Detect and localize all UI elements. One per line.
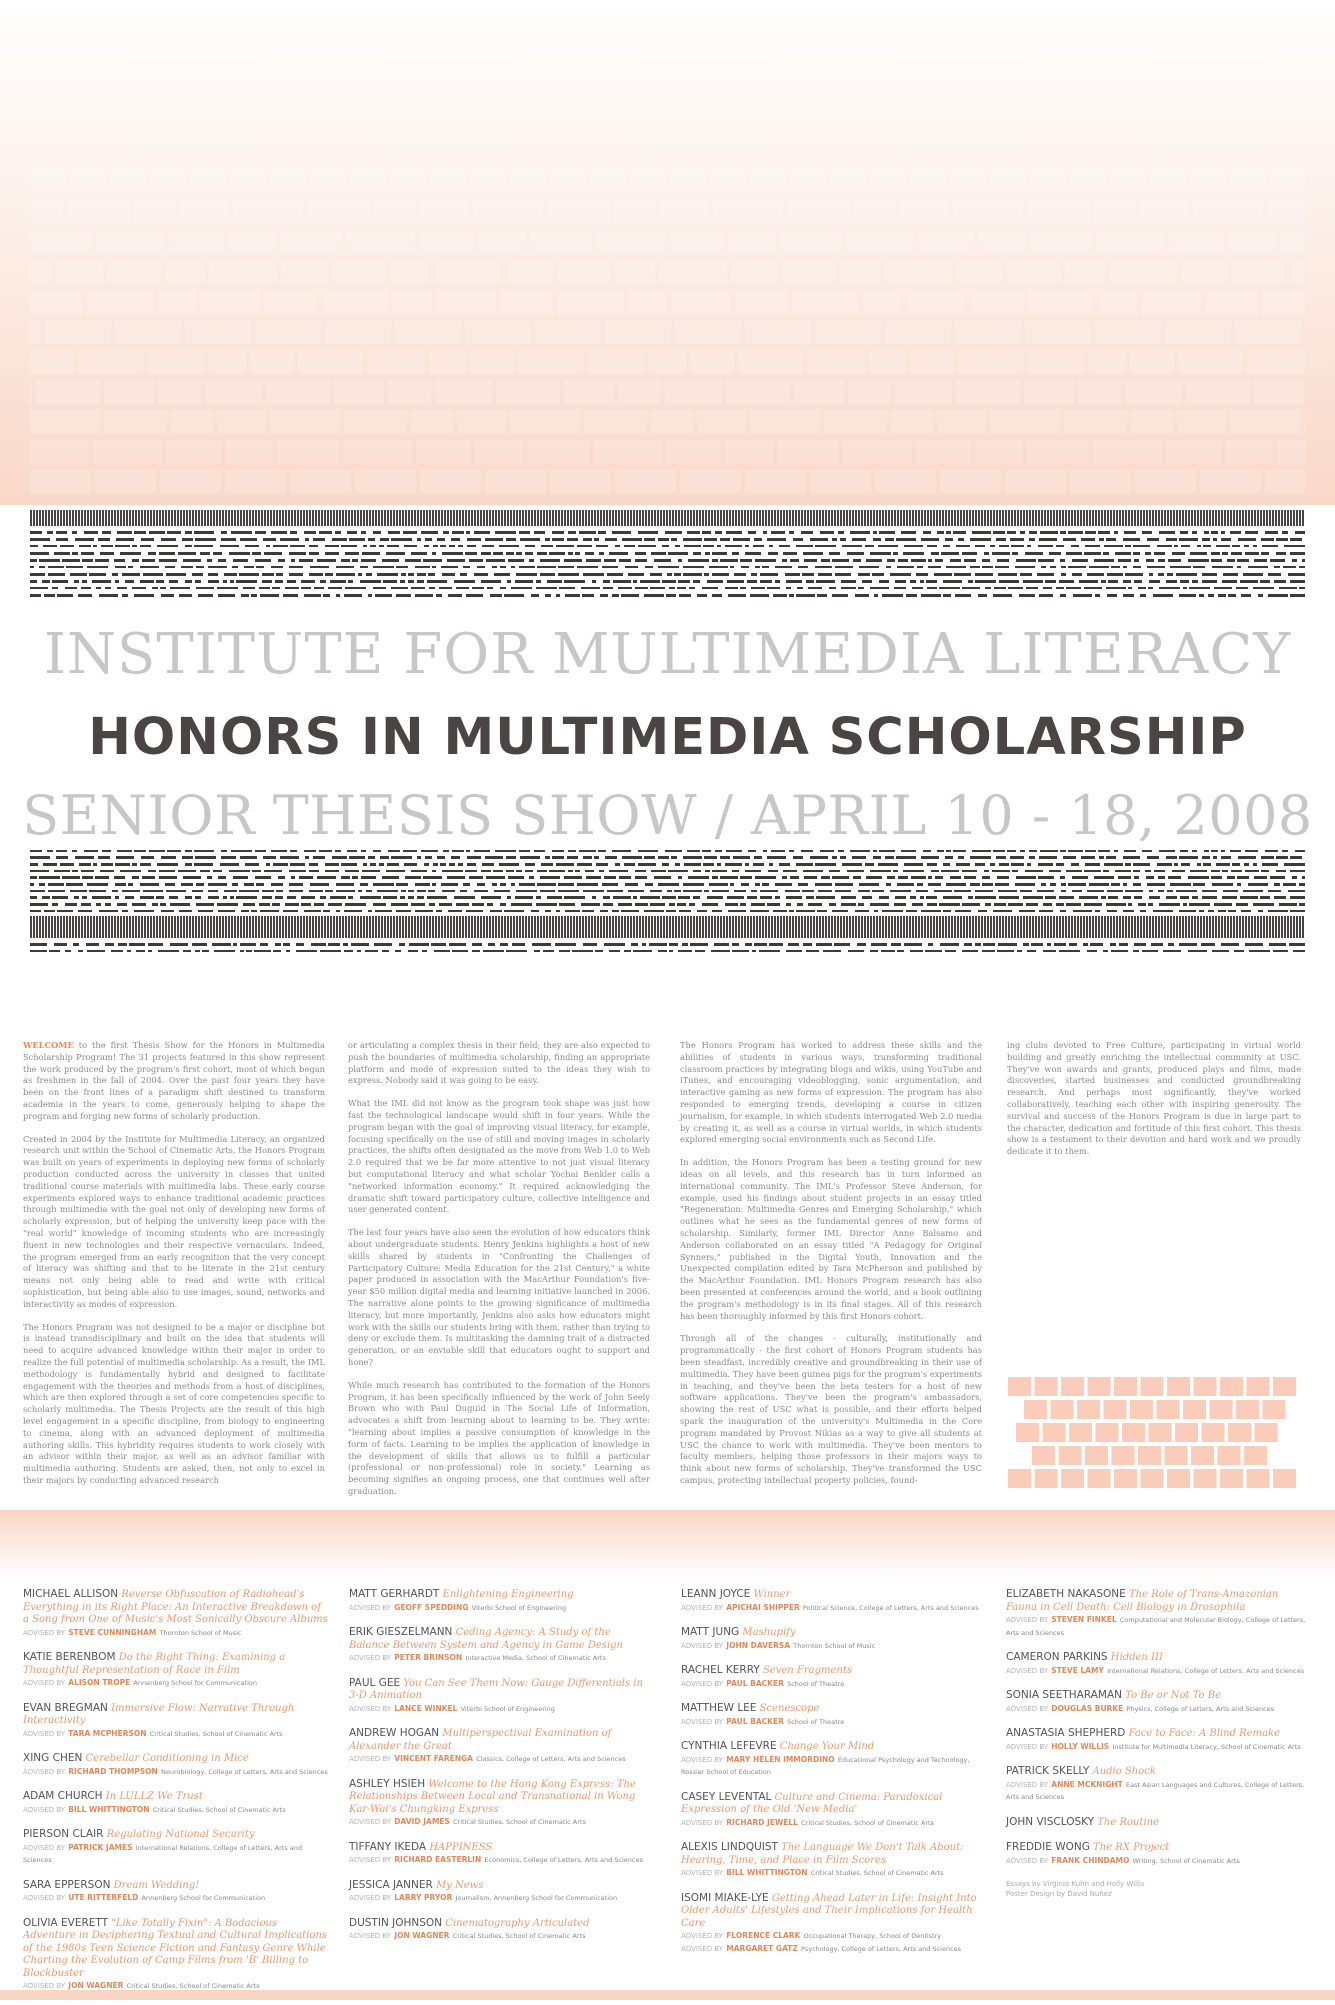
- thesis-title: Dream Wedding!: [113, 1879, 200, 1891]
- student-entry: [349, 1841, 649, 1867]
- thesis-title: Getting Ahead Later in Life: Insight Into Older Adults' Lifestyles and Their Implications for Health Care: [681, 1892, 977, 1929]
- advisor-name: GEOFF SPEDDING: [394, 1602, 469, 1612]
- advised-by-label: ADVISED BY: [23, 1805, 66, 1814]
- advisor-department: Interactive Media, School of Cinematic Arts: [465, 1654, 606, 1662]
- thesis-title: The Role of Trans-Amazonian Fauna in Cell Death: Cell Biology in Drosophila: [1006, 1589, 1279, 1613]
- essay-column-2: [348, 1040, 650, 1509]
- advised-by-label: ADVISED BY: [349, 1755, 392, 1763]
- thesis-title: To Be or Not To Be: [1125, 1690, 1222, 1701]
- student-entry: [23, 1917, 328, 1993]
- advisor-department: Critical Studies, School of Cinematic Arts: [810, 1869, 944, 1877]
- student-entry: [681, 1702, 981, 1728]
- advised-by-label: ADVISED BY: [349, 1818, 392, 1826]
- essay-paragraph: [23, 1040, 325, 1123]
- student-entry: [349, 1727, 649, 1766]
- student-entry: [1006, 1588, 1306, 1639]
- advisor-name: PETER BRINSON: [394, 1653, 463, 1662]
- essay-paragraph: Through all of the changes - culturally, institutionally and programmatically - the first cohort of Honors Program students has been steadfast, incredibly creative and groundbreaking in their use of multimedia. They have been guinea pigs for the program's experiments in teaching, and they've been the beta testers for a host of new software applications. They've been the program's ambassadors, showing the rest of USC what is possible, and their efforts helped spark the inauguration of the university's Multimedia in the Core program mandated by Provost Nikias as a way to give all students at USC the chance to work with multimedia. They've been mentors to faculty members, helping those professors in their majors ways to think about new forms of scholarship. They've transformed the USC campus, protecting intellectual property policies, found-: [680, 1333, 982, 1485]
- advised-by-label: ADVISED BY: [349, 1704, 392, 1713]
- student-name: MATTHEW LEE: [681, 1702, 757, 1714]
- student-entry: [681, 1664, 981, 1690]
- advisor-name: BILL WHITTINGTON: [726, 1868, 808, 1877]
- advised-by-label: ADVISED BY: [349, 1932, 392, 1940]
- advisor-line: [349, 1854, 649, 1867]
- thesis-title: Reverse Obfuscation of Radiohead's Everything in its Right Place: An Interactive Breakdown of a Song from One of Music's Most Sonically Obscure Albums: [23, 1589, 328, 1625]
- advisor-name: PAUL BACKER: [726, 1716, 784, 1726]
- advisor-department: Educational Psychology and Technology, Rossier School of Education: [681, 1755, 970, 1776]
- advisor-name: BILL WHITTINGTON: [68, 1804, 150, 1814]
- advisor-name: UTE RITTERFELD: [68, 1893, 139, 1902]
- advisor-department: Physics, College of Letters, Arts and Sciences: [1126, 1704, 1275, 1713]
- advisor-line: [23, 1804, 328, 1817]
- student-name: ANASTASIA SHEPHERD: [1006, 1727, 1126, 1739]
- decorative-band-bottom: [30, 850, 1305, 980]
- advised-by-label: ADVISED BY: [23, 1679, 66, 1687]
- advised-by-label: ADVISED BY: [1006, 1856, 1049, 1865]
- student-entry: [681, 1740, 981, 1779]
- paragraph-text: The Honors Program was not designed to be a major or discipline but is instead transdisciplinary and built on the idea that students will need to acquire advanced knowledge within their major in order to realize the full potential of multimedia scholarship. As a result, the IML methodology is fundamentally hybrid and designed to facilitate engagement with the theories and methods from a host of disciplines, which are then explored through a set of core competencies specific to scholarly multimedia. The Thesis Projects are the result of this high level engagement in a specific discipline, from biology to engineering to cinema, along with an advanced deployment of multimedia authoring skills. This hybridity requires students to work closely with an advisor within their major, as well as an advisor familiar with multimedia authoring. Students are asked, then, not only to excel in their majors by conducting advanced research: [23, 1321, 326, 1485]
- student-entry: [349, 1917, 649, 1943]
- advisor-line: [349, 1930, 649, 1943]
- student-entry: [1006, 1816, 1306, 1830]
- thesis-title: My News: [435, 1879, 484, 1891]
- advisor-department: Computational and Molecular Biology, College of Letters, Arts and Sciences: [1006, 1616, 1306, 1637]
- thesis-title: Audio Shock: [1092, 1766, 1156, 1777]
- thesis-title: Cerebellar Conditioning in Mice: [85, 1753, 249, 1764]
- thesis-title: Cinematography Articulated: [445, 1917, 590, 1929]
- student-name: KATIE BERENBOM: [23, 1651, 116, 1663]
- advised-by-label: ADVISED BY: [681, 1641, 724, 1650]
- student-name: SARA EPPERSON: [23, 1878, 111, 1891]
- student-entry: [23, 1879, 328, 1905]
- advisor-line: [23, 1892, 328, 1905]
- advised-by-label: ADVISED BY: [681, 1869, 724, 1877]
- thesis-title: Ceding Agency: A Study of the Balance Between System and Agency in Game Design: [349, 1627, 623, 1651]
- show-dates-title: SENIOR THESIS SHOW / APRIL 10 - 18, 2008: [22, 784, 1313, 847]
- advisor-name: DAVID JAMES: [394, 1817, 450, 1826]
- thesis-title: Mashupify: [742, 1627, 796, 1638]
- advised-by-label: ADVISED BY: [23, 1628, 66, 1637]
- thesis-title: You Can See Them Now: Gauge Differentials in 3-D Animation: [349, 1677, 643, 1701]
- advised-by-label: ADVISED BY: [23, 1767, 66, 1776]
- advisor-name: LANCE WINKEL: [394, 1703, 458, 1713]
- advised-by-label: ADVISED BY: [1006, 1666, 1049, 1675]
- advisor-line: [681, 1943, 981, 1956]
- essay-column-3: [680, 1040, 982, 1498]
- advised-by-label: ADVISED BY: [1006, 1616, 1049, 1624]
- advised-by-label: ADVISED BY: [1006, 1742, 1049, 1751]
- advisor-name: STEVEN FINKEL: [1051, 1615, 1117, 1624]
- thesis-title: Multiperspectival Examination of Alexander the Great: [349, 1728, 612, 1752]
- student-name: MATT JUNG: [681, 1626, 740, 1638]
- keyboard-icon: [1008, 1377, 1300, 1491]
- student-name: ADAM CHURCH: [23, 1790, 103, 1802]
- advisor-line: [1006, 1665, 1306, 1678]
- student-entry: [1006, 1689, 1306, 1715]
- thesis-title: Culture and Cinema: Paradoxical Expression of the Old 'New Media': [681, 1791, 943, 1815]
- advisor-name: JOHN DAVERSA: [726, 1640, 791, 1650]
- names-gradient: [0, 1510, 1335, 1580]
- thesis-title: Regulating National Security: [106, 1829, 255, 1840]
- student-entry: [23, 1651, 328, 1690]
- advisor-line: [349, 1602, 649, 1615]
- advised-by-label: ADVISED BY: [681, 1603, 724, 1612]
- student-name: ISOMI MIAKE-LYE: [681, 1891, 769, 1904]
- thesis-title: Hidden III: [1110, 1652, 1163, 1663]
- advisor-line: [23, 1677, 328, 1690]
- advisor-line: [23, 1728, 328, 1741]
- advisor-department: Psychology, College of Letters, Arts and Sciences: [801, 1944, 962, 1953]
- thesis-title: Winner: [753, 1589, 791, 1600]
- advisor-department: Critical Studies, School of Cinematic Arts: [801, 1818, 934, 1827]
- student-name: ANDREW HOGAN: [349, 1727, 440, 1739]
- thesis-title: Immersive Flow: Narrative Through Interactivity: [23, 1702, 295, 1726]
- student-entry: [681, 1892, 981, 1956]
- advised-by-label: ADVISED BY: [681, 1755, 724, 1764]
- advisor-line: [1006, 1614, 1306, 1639]
- advisor-name: APICHAI SHIPPER: [726, 1602, 800, 1612]
- advisor-name: RICHARD EASTERLIN: [394, 1855, 482, 1864]
- advisor-line: [23, 1627, 328, 1640]
- thesis-title: HAPPINESS: [429, 1841, 493, 1853]
- student-name: PAUL GEE: [349, 1676, 401, 1689]
- advisor-line: [349, 1652, 649, 1665]
- credit-line: Poster Design by David Nuñez: [1006, 1890, 1112, 1898]
- student-entry: [349, 1626, 649, 1665]
- advisor-name: MARGARET GATZ: [726, 1943, 798, 1953]
- thesis-title: Change Your Mind: [779, 1741, 875, 1752]
- student-name: TIFFANY IKEDA: [349, 1840, 427, 1853]
- advisor-department: Political Science, College of Letters, Arts and Sciences: [802, 1603, 979, 1612]
- advisor-department: Thornton School of Music: [793, 1641, 876, 1650]
- student-name: XING CHEN: [23, 1752, 83, 1764]
- student-name: MICHAEL ALLISON: [23, 1588, 119, 1600]
- advised-by-label: ADVISED BY: [681, 1944, 724, 1953]
- student-entry: [681, 1791, 981, 1830]
- thesis-title: Seven Fragments: [762, 1665, 852, 1676]
- student-entry: [349, 1677, 649, 1716]
- essay-paragraph: While much research has contributed to the formation of the Honors Program, it has been specifically influenced by the work of John Seely Brown who with Paul Duguid in The Social Life of Information, advocates a shift from learning about to learning to be. They write: "learning about implies a passive consumption of knowledge in the form of facts. Learning to be implies the application of knowledge in the development of skills that allows us to fulfill a particular (professional or non-professional) role in society." Learning as becoming signifies an ongoing process, one that continues well after graduation.: [348, 1379, 650, 1496]
- essay-paragraph: [23, 1322, 325, 1487]
- advisor-name: FLORENCE CLARK: [726, 1931, 801, 1940]
- student-entry: [1006, 1651, 1306, 1677]
- advised-by-label: ADVISED BY: [349, 1856, 392, 1864]
- essay-paragraph: [23, 1134, 325, 1311]
- student-name: PATRICK SKELLY: [1006, 1765, 1090, 1777]
- student-name: CAMERON PARKINS: [1006, 1651, 1108, 1663]
- advisor-department: International Relations, College of Letters, Arts and Sciences: [1107, 1666, 1305, 1675]
- student-entry: [681, 1841, 981, 1880]
- advisor-name: LARRY PRYOR: [394, 1893, 453, 1902]
- student-name: RACHEL KERRY: [681, 1664, 760, 1676]
- advisor-line: [681, 1678, 981, 1691]
- student-name: OLIVIA EVERETT: [23, 1916, 109, 1929]
- institute-title: INSTITUTE FOR MULTIMEDIA LITERACY: [43, 622, 1292, 687]
- thesis-title: Scenescope: [759, 1703, 820, 1714]
- student-name: ELIZABETH NAKASONE: [1006, 1588, 1126, 1600]
- advisor-department: Writing, School of Cinematic Arts: [1132, 1856, 1240, 1865]
- advisor-name: HOLLY WILLIS: [1051, 1741, 1110, 1751]
- student-name: JOHN VISCLOSKY: [1006, 1815, 1095, 1828]
- advised-by-label: ADVISED BY: [1006, 1780, 1049, 1789]
- advisor-line: [1006, 1741, 1306, 1754]
- advisor-department: Critical Studies, School of Cinematic Arts: [453, 1818, 586, 1826]
- advisor-line: [681, 1716, 981, 1729]
- student-entry: [23, 1752, 328, 1778]
- advisor-department: Occupational Therapy, School of Dentistry: [803, 1932, 942, 1940]
- student-name: ALEXIS LINDQUIST: [681, 1841, 778, 1853]
- student-entry: [1006, 1841, 1306, 1867]
- advisor-name: ALISON TROPE: [68, 1678, 131, 1687]
- advisor-department: School of Theatre: [787, 1679, 845, 1688]
- thesis-title: "Like Totally Fixin": A Bodacious Adventure in Deciphering Textual and Cultural Implications of the 1980s Teen Science Fiction and Fantasy Genre While Charting the Evolution of Camp Films from 'B' Billing to Blockbuster: [23, 1917, 327, 1979]
- advisor-line: [681, 1602, 981, 1615]
- credit-line: Essays by Virginia Kuhn and Holly Willis: [1006, 1880, 1145, 1888]
- advisor-line: [681, 1817, 981, 1830]
- student-entry: [23, 1702, 328, 1741]
- thesis-title: In LULLZ We Trust: [105, 1791, 203, 1802]
- thesis-title: The RX Project: [1093, 1842, 1170, 1853]
- advisor-department: Thornton School of Music: [159, 1628, 242, 1637]
- advisor-name: ANNE MCKNIGHT: [1051, 1779, 1123, 1789]
- advised-by-label: ADVISED BY: [681, 1717, 724, 1726]
- essay-paragraph: ing clubs devoted to Free Culture, participating in virtual world building and greatly enriching the intellectual community at USC. They've won awards and grants, produced plays and films, made discoveries, started businesses and conducted groundbreaking research. And perhaps most significantly, they've worked collaboratively, teaching each other with inspiring generosity. The survival and success of the Honors Program is due in large part to the character, dedication and fortitude of this first cohort. This thesis show is a testament to their devotion and hard work and we proudly dedicate it to them.: [1007, 1040, 1301, 1157]
- student-name: ASHLEY HSIEH: [349, 1777, 426, 1790]
- thesis-title: The Language We Don't Talk About: Hearing, Time, and Place in Film Scores: [681, 1842, 964, 1866]
- advisor-department: Classics, College of Letters, Arts and Sciences: [476, 1755, 626, 1763]
- names-column-3: [681, 1588, 981, 1967]
- advisor-name: RICHARD THOMPSON: [68, 1766, 158, 1776]
- advised-by-label: ADVISED BY: [681, 1818, 724, 1827]
- names-column-2: [349, 1588, 649, 1955]
- advisor-line: [1006, 1855, 1306, 1868]
- advisor-department: Neurobiology, College of Letters, Arts and Sciences: [161, 1767, 328, 1776]
- advised-by-label: ADVISED BY: [23, 1982, 66, 1990]
- program-title: HONORS IN MULTIMEDIA SCHOLARSHIP: [88, 708, 1247, 767]
- student-entry: [681, 1588, 981, 1614]
- student-name: DUSTIN JOHNSON: [349, 1916, 443, 1929]
- student-entry: [1006, 1765, 1306, 1804]
- student-name: PIERSON CLAIR: [23, 1828, 104, 1840]
- student-name: MATT GERHARDT: [349, 1588, 440, 1600]
- advisor-department: School of Theatre: [787, 1717, 845, 1726]
- student-name: EVAN BREGMAN: [23, 1701, 108, 1714]
- advisor-department: East Asian Languages and Cultures, College of Letters, Arts and Sciences: [1006, 1780, 1305, 1801]
- footer-line: [0, 1990, 1335, 2000]
- advisor-line: [681, 1930, 981, 1943]
- advisor-name: PATRICK JAMES: [68, 1842, 133, 1852]
- student-entry: [349, 1879, 649, 1905]
- advisor-line: [681, 1640, 981, 1653]
- advised-by-label: ADVISED BY: [349, 1603, 392, 1612]
- student-entry: [23, 1828, 328, 1867]
- advisor-department: Annenberg School for Communication: [133, 1679, 257, 1687]
- advisor-name: STEVE CUNNINGHAM: [68, 1627, 157, 1637]
- essay-paragraph: The Honors Program has worked to address these skills and the abilities of students in various ways, transforming traditional classroom practices by integrating blogs and wikis, using YouTube and iTunes, and encouraging videoblogging, sonic argumentation, and interactive gaming as new forms of expression. The program has also responded to emerging trends, developing a course in citizen journalism, for example, in which students interrogated Web 2.0 media by creating it, as well as a course in virtual worlds, in which students explored emerging social environments such as Second Life.: [680, 1040, 982, 1145]
- decorative-band-top: [30, 510, 1305, 610]
- advisor-name: PAUL BACKER: [726, 1678, 784, 1688]
- student-name: JESSICA JANNER: [349, 1878, 433, 1891]
- keyboard-grid-pattern: [30, 170, 1305, 500]
- student-entry: [23, 1588, 328, 1639]
- advisor-department: Critical Studies, School of Cinematic Arts: [152, 1805, 286, 1814]
- thesis-title: The Routine: [1097, 1816, 1160, 1828]
- advised-by-label: ADVISED BY: [23, 1894, 66, 1902]
- advisor-name: FRANK CHINDAMO: [1051, 1855, 1130, 1865]
- advised-by-label: ADVISED BY: [349, 1894, 392, 1902]
- advised-by-label: ADVISED BY: [1006, 1704, 1049, 1713]
- names-column-4: [1006, 1588, 1306, 1899]
- essay-paragraph: or articulating a complex thesis in their field; they are also expected to push the boundaries of multimedia scholarship, finding an appropriate platform and mode of expression suited to the ideas they wish to express. Nobody said it was going to be easy.: [348, 1040, 650, 1086]
- advisor-line: [23, 1842, 328, 1867]
- advisor-department: Economics, College of Letters, Arts and Sciences: [484, 1856, 643, 1864]
- advisor-line: [349, 1753, 649, 1766]
- thesis-title: Do the Right Thing: Examining a Thoughtful Representation of Race in Film: [23, 1652, 286, 1676]
- advisor-name: STEVE LAMY: [1051, 1665, 1104, 1675]
- advisor-department: International Relations, College of Letters, Arts and Sciences: [23, 1843, 303, 1864]
- advisor-line: [681, 1754, 981, 1779]
- advisor-department: Critical Studies, School of Cinematic Arts: [126, 1982, 260, 1990]
- thesis-title: Welcome to the Hong Kong Express: The Relationships Between Local and Transnational in Wong Kar-Wai's Chungking Express: [349, 1778, 636, 1815]
- advisor-department: Annenberg School for Communication: [141, 1894, 266, 1902]
- poster-credits: [1006, 1879, 1306, 1899]
- advised-by-label: ADVISED BY: [681, 1679, 724, 1688]
- student-entry: [681, 1626, 981, 1652]
- advised-by-label: ADVISED BY: [681, 1932, 724, 1940]
- advisor-department: Viterbi School of Engineering: [460, 1704, 555, 1713]
- advisor-line: [349, 1703, 649, 1716]
- student-entry: [23, 1790, 328, 1816]
- advised-by-label: ADVISED BY: [23, 1843, 66, 1852]
- advisor-line: [349, 1816, 649, 1829]
- advisor-department: Viterbi School of Engineering: [471, 1603, 566, 1612]
- student-entry: [349, 1588, 649, 1614]
- advised-by-label: ADVISED BY: [349, 1654, 392, 1662]
- advisor-department: Critical Studies, School of Cinematic Arts: [149, 1729, 283, 1738]
- student-entry: [1006, 1727, 1306, 1753]
- advisor-name: JON WAGNER: [394, 1931, 450, 1940]
- essay-column-4: [1007, 1040, 1301, 1169]
- advisor-line: [681, 1867, 981, 1880]
- advisor-department: Journalism, Annenberg School for Communication: [455, 1894, 618, 1902]
- essay-paragraph: The last four years have also seen the evolution of how educators think about undergraduate students. Henry Jenkins highlights a host of new skills shared by students in "Confronting the Challenges of Participatory Culture: Media Education for the 21st Century," a white paper produced in association with the MacArthur Foundation's five-year $50 million digital media and learning initiative launched in 2006. The narrative alone points to the growing significance of multimedia literacy, but more importantly, Jenkins also asks how educators might work with the skills our students bring with them, rather than trying to deny or exclude them. Is multitasking the damning trait of a distracted generation, or an enviable skill that educators ought to support and hone?: [348, 1227, 650, 1367]
- paragraph-text: to the first Thesis Show for the Honors in Multimedia Scholarship Program! The 31 projects featured in this show represent the work produced by the program's first cohort, most of which began as freshmen in the fall of 2004. Over the past four years they have been on the front lines of a paradigm shift destined to transform academia in the years to come, generously helping to shape the program and forging new forms of scholarly production.: [23, 1040, 325, 1121]
- advisor-line: [23, 1766, 328, 1779]
- thesis-title: Face to Face: A Blind Remake: [1128, 1728, 1281, 1739]
- advisor-name: MARY HELEN IMMORDINO: [726, 1754, 835, 1764]
- advised-by-label: ADVISED BY: [23, 1729, 66, 1738]
- paragraph-text: Created in 2004 by the Institute for Multimedia Literacy, an organized research unit within the School of Cinematic Arts, the Honors Program was built on years of experiments in deploying new forms of scholarly production conducted across the university in classes that united traditional course materials with multimedia labs. These early course experiments explored ways to enhance traditional academic practices through multimedia with the goal not only of developing new forms of scholarly expression, but of helping the university keep pace with the "real world" knowledge of incoming students who are increasingly fluent in new technologies and their respective vernaculars. Indeed, the program emerged from an early recognition that the very concept of literacy was shifting and that to be literate in the 21st century means not only being able to read and write with critical sophistication, but being able also to use images, sound, networks and interactivity as modes of expression.: [23, 1133, 325, 1309]
- student-name: CASEY LEVENTAL: [681, 1790, 772, 1803]
- essay-column-1: [23, 1040, 325, 1498]
- advisor-line: [1006, 1779, 1306, 1804]
- student-name: CYNTHIA LEFEVRE: [681, 1740, 777, 1752]
- advisor-line: [1006, 1703, 1306, 1716]
- student-name: LEANN JOYCE: [681, 1588, 751, 1600]
- student-name: SONIA SEETHARAMAN: [1006, 1689, 1122, 1701]
- essay-paragraph: What the IML did not know as the program took shape was just how fast the technological landscape would shift in four years. While the program began with the goal of improving visual literacy, for example, focusing specifically on the use of still and moving images in scholarly practices, the shifts often designated as the move from Web 1.0 to Web 2.0 required that we be far more attentive to not just visual literacy but computational literacy and what scholar Yochai Benkler calls a "networked information economy." It required acknowledging the dramatic shift toward participatory culture, collective intelligence and user generated content.: [348, 1098, 650, 1215]
- student-entry: [349, 1778, 649, 1829]
- essay-paragraph: In addition, the Honors Program has been a testing ground for new ideas on all levels, and this research has in turn informed an international community. The IML's Professor Steve Anderson, for example, used his findings about student projects in an essay titled "Regeneration: Multimedia Genres and Emerging Scholarship," which outlines what he sees as the fundamental genres of new forms of scholarship. Similarly, former IML Director Anne Balsamo and Anderson collaborated on an essay titled "A Pedagogy for Original Synners," published in the Digital Youth, Innovation and the Unexpected compilation edited by Tara McPherson and published by the MacArthur Foundation. IML Honors Program research has also been presented at conferences around the world, and a book outlining the program's methodology is in its final stages. All of this research has been thoroughly informed by this first Honors cohort.: [680, 1157, 982, 1321]
- advisor-line: [349, 1892, 649, 1905]
- advisor-name: RICHARD JEWELL: [726, 1817, 798, 1827]
- names-column-1: [23, 1588, 328, 2005]
- advisor-department: Institute for Multimedia Literacy, School of Cinematic Arts: [1112, 1742, 1301, 1751]
- advisor-name: VINCENT FARENGA: [394, 1754, 473, 1763]
- advisor-name: DOUGLAS BURKE: [1051, 1703, 1124, 1713]
- student-name: FREDDIE WONG: [1006, 1841, 1090, 1853]
- advisor-name: JON WAGNER: [68, 1981, 124, 1990]
- thesis-title: Enlightening Engineering: [442, 1589, 574, 1600]
- student-name: ERIK GIESZELMANN: [349, 1626, 453, 1638]
- advisor-department: Critical Studies, School of Cinematic Arts: [452, 1932, 586, 1940]
- welcome-highlight: WELCOME: [23, 1040, 74, 1050]
- advisor-name: TARA MCPHERSON: [68, 1728, 147, 1738]
